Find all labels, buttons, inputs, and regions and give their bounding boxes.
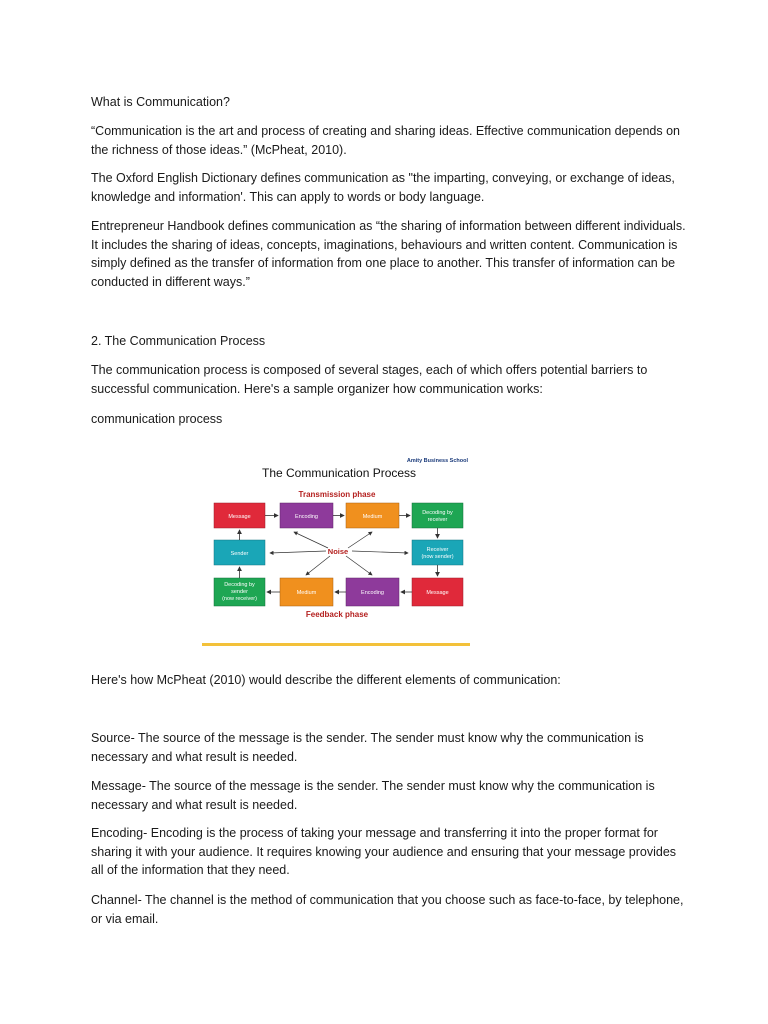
paragraph-source: Source- The source of the message is the sender. The sender must know why the communication is necessary and what result is needed. [91, 731, 644, 764]
paragraph-mcpheat-elements: Here's how McPheat (2010) would describe the different elements of communication: [91, 673, 561, 687]
paragraph-channel: Channel- The channel is the method of communication that you choose such as face-to-face, by telephone, or via email. [91, 893, 684, 926]
medium-label-bottom: Medium [296, 590, 317, 596]
diagram-title: The Communication Process [262, 466, 417, 480]
receiver-label-1: Receiver [426, 547, 449, 553]
encoding-label-top: Encoding [295, 514, 318, 520]
medium-label-top: Medium [362, 514, 383, 520]
decoding-sender-label-3: (now receiver) [222, 596, 257, 602]
caption-communication-process: communication process [91, 412, 223, 426]
decoding-receiver-label-1: Decoding by [422, 510, 453, 516]
communication-process-diagram [202, 450, 470, 650]
paragraph-encoding: Encoding- Encoding is the process of taking your message and transferring it into the proper format for sharing it with your audience. It requires knowing your audience and ensuring that your message provides all of the information that they need. [91, 826, 677, 877]
paragraph-process-intro: The communication process is composed of several stages, each of which offers potential barriers to successful communication. Here's a sample organizer how communication works: [91, 363, 648, 396]
decoding-sender-label-2: sender [231, 589, 248, 595]
sender-label: Sender [230, 551, 249, 557]
paragraph-message: Message- The source of the message is the sender. The sender must know why the communication is necessary and what result is needed. [91, 779, 655, 812]
feedback-phase-label: Feedback phase [305, 610, 369, 619]
diagram-brand: Amity Business School [406, 458, 468, 464]
encoding-label-bottom: Encoding [361, 590, 384, 596]
receiver-label-2: (now sender) [421, 554, 454, 560]
noise-label: Noise [327, 547, 349, 556]
heading-what-is-communication: What is Communication? [91, 95, 230, 109]
paragraph-entrepreneur-definition: Entrepreneur Handbook defines communication as “the sharing of information between different individuals. It includes the sharing of ideas, concepts, imaginations, behaviours and written content. Communication is simply defined as the transfer of information from one place to another. This transfer of information can be conducted in different ways.” [91, 219, 686, 289]
decoding-receiver-label-2: receiver [427, 517, 448, 523]
diagram-footer-bar [202, 643, 470, 646]
transmission-phase-label: Transmission phase [298, 490, 376, 499]
heading-communication-process: 2. The Communication Process [91, 334, 266, 348]
paragraph-oxford-definition: The Oxford English Dictionary defines communication as "the imparting, conveying, or exchange of ideas, knowledge and information'. This can apply to words or body language. [91, 171, 675, 204]
message-label-bottom: Message [426, 590, 449, 596]
message-label-top: Message [228, 514, 251, 520]
decoding-sender-label-1: Decoding by [224, 582, 255, 588]
paragraph-mcpheat-definition: “Communication is the art and process of creating and sharing ideas. Effective communication depends on the richness of those ideas.” (McPheat, 2010). [91, 124, 680, 157]
